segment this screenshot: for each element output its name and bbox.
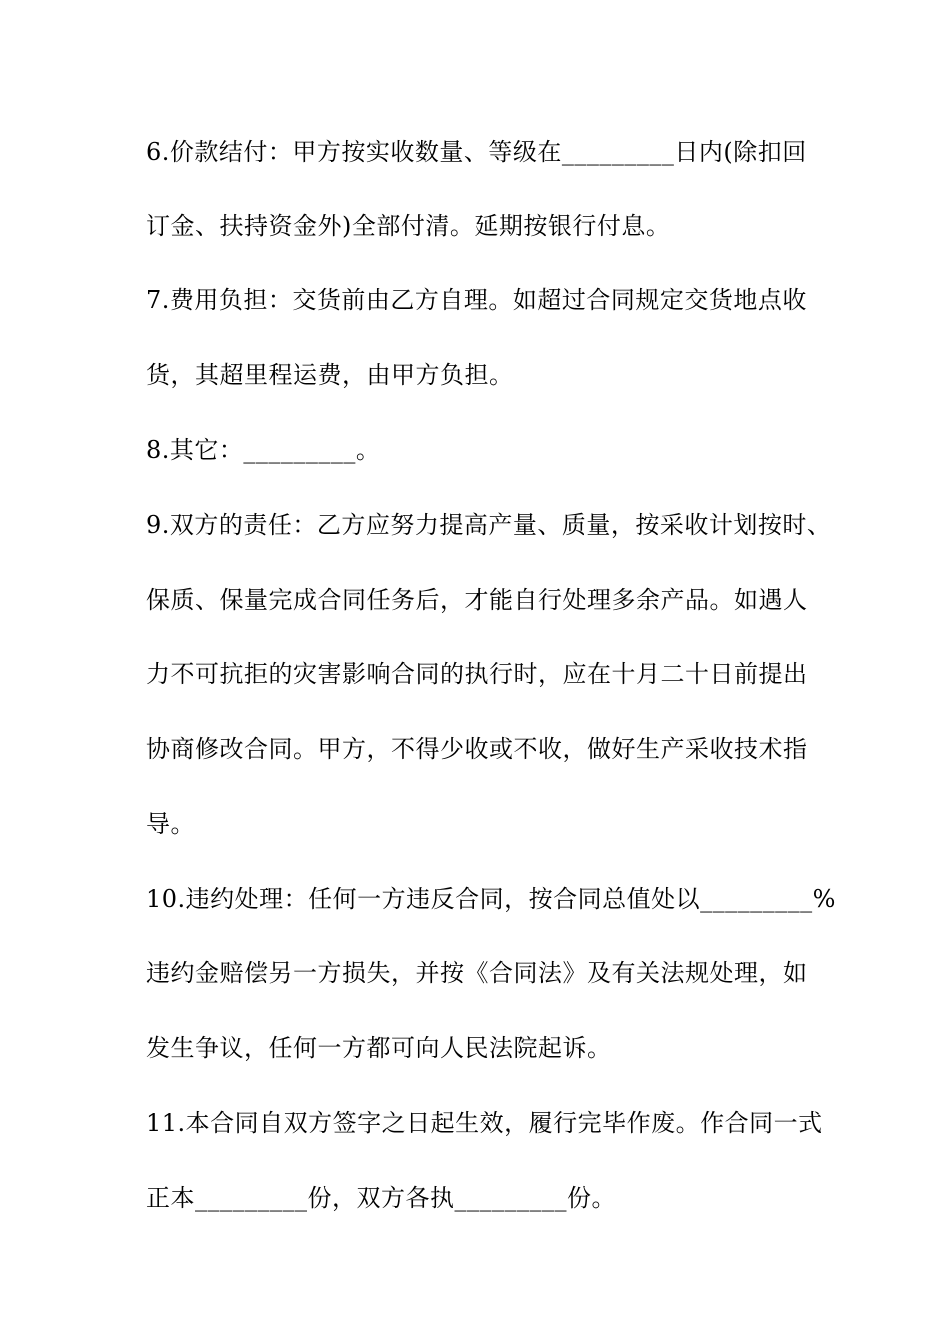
clause-10-line-2: 违约金赔偿另一方损失，并按《合同法》及有关法规处理，如	[146, 959, 808, 987]
clause-6-line-1: 6.价款结付：甲方按实收数量、等级在_________日内(除扣回	[146, 138, 807, 166]
clause-11-line-2: 正本_________份，双方各执_________份。	[146, 1184, 616, 1212]
clause-7-line-1: 7.费用负担：交货前由乙方自理。如超过合同规定交货地点收	[146, 286, 807, 314]
clause-9-line-5: 导。	[146, 810, 195, 838]
clause-9-line-3: 力不可抗拒的灾害影响合同的执行时，应在十月二十日前提出	[146, 660, 808, 688]
clause-11-line-1: 11.本合同自双方签字之日起生效，履行完毕作废。作合同一式	[146, 1109, 823, 1137]
clause-10-line-1: 10.违约处理：任何一方违反合同，按合同总值处以_________%	[146, 885, 836, 913]
clause-6-line-2: 订金、扶持资金外)全部付清。延期按银行付息。	[146, 212, 671, 240]
clause-10-line-3: 发生争议，任何一方都可向人民法院起诉。	[146, 1034, 612, 1062]
clause-7-line-2: 货，其超里程运费，由甲方负担。	[146, 361, 514, 389]
clause-9-line-2: 保质、保量完成合同任务后，才能自行处理多余产品。如遇人	[146, 586, 808, 614]
clause-9-line-4: 协商修改合同。甲方，不得少收或不收，做好生产采收技术指	[146, 735, 808, 763]
clause-8-line-1: 8.其它：_________。	[146, 436, 381, 464]
clause-9-line-1: 9.双方的责任：乙方应努力提高产量、质量，按采收计划按时、	[146, 511, 832, 539]
